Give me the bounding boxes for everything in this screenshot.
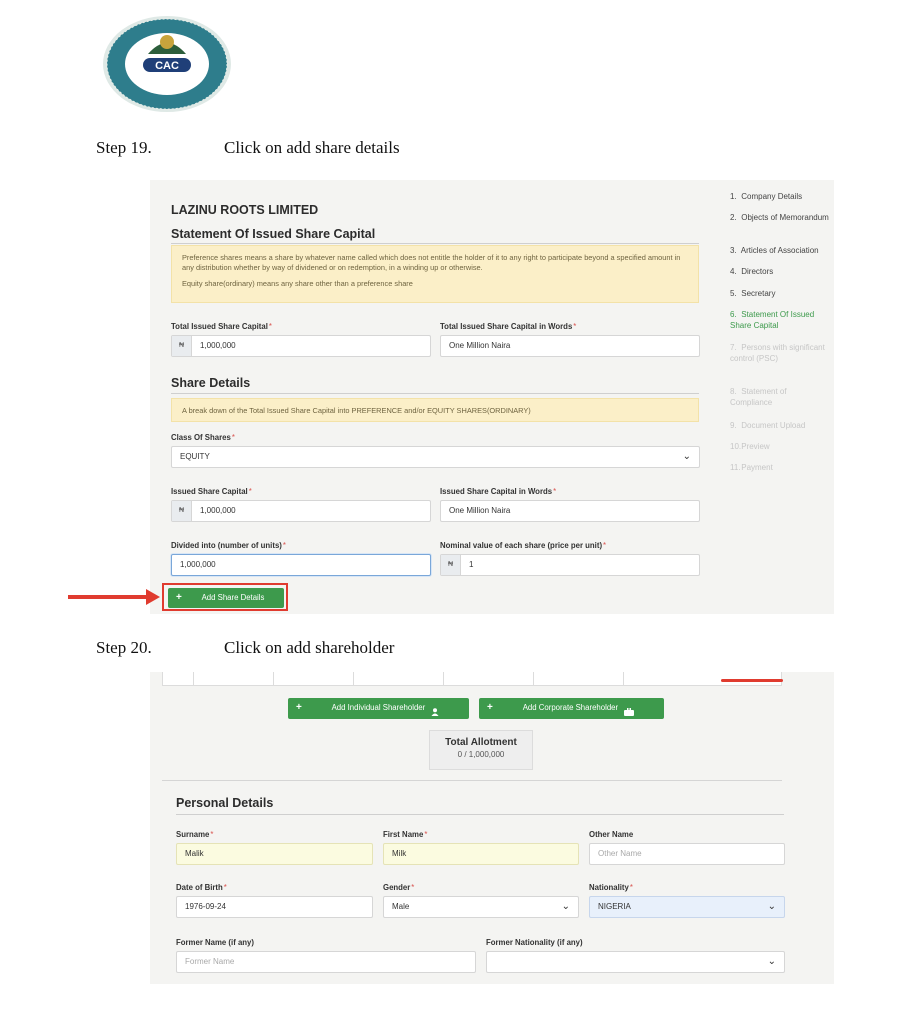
share-capital-form [160,188,710,608]
chevron-down-icon: ⌄ [561,901,570,912]
share-details-title: Share Details [171,376,251,390]
chevron-down-icon: ⌄ [682,451,691,462]
naira-addon: ₦ [172,501,192,521]
gender-select[interactable]: Male ⌄ [383,896,579,918]
sidebar-item-compliance[interactable]: 8. Statement of Compliance [730,387,787,407]
first-name-label: First Name* [383,830,428,839]
sidebar-item-preview[interactable]: 10. Preview [730,442,770,451]
divided-units-input[interactable]: 1,000,000 [171,554,431,576]
total-allotment-box [429,730,533,770]
add-individual-shareholder-button[interactable]: + Add Individual Shareholder [288,698,469,719]
sidebar-item-secretary[interactable]: 5. Secretary [730,289,776,298]
class-of-shares-label: Class Of Shares* [171,433,235,442]
plus-icon: + [296,702,302,713]
other-name-input[interactable]: Other Name [589,843,785,865]
notice-preference-text: Preference shares means a share by whatever name called which does not entitle the holder of it to any right to participate beyond a specified amount in any distribution whether by way of dividened or on redemption, in a winding up or otherwise. [182,253,681,272]
add-share-details-button[interactable]: + Add Share Details [168,588,284,608]
sidebar-item-company-details[interactable]: 1. Company Details [730,192,803,201]
total-words-label: Total Issued Share Capital in Words* [440,322,577,331]
nominal-value-input[interactable]: ₦ 1 [440,554,700,576]
class-of-shares-select[interactable]: EQUITY ⌄ [171,446,700,468]
sidebar-item-directors[interactable]: 4. Directors [730,267,774,276]
naira-addon: ₦ [441,555,461,575]
personal-details-divider [176,814,784,815]
chevron-down-icon: ⌄ [767,901,776,912]
share-details-divider [171,393,699,394]
sidebar-item-objects-of-memorandum[interactable]: 2. Objects of Memorandum [730,213,829,222]
table-fragment [162,672,782,686]
section-divider [162,780,782,781]
person-icon [431,704,439,712]
issued-words-input[interactable]: One Million Naira [440,500,700,522]
former-nationality-label: Former Nationality (if any) [486,938,583,947]
section-title: Statement Of Issued Share Capital [171,227,376,241]
nationality-select[interactable]: NIGERIA ⌄ [589,896,785,918]
total-issued-input[interactable]: ₦ 1,000,000 [171,335,431,357]
pointer-arrow-icon [68,587,162,607]
share-breakdown-notice: A break down of the Total Issued Share Capital into PREFERENCE and/or EQUITY SHARES(ORDINARY) [171,398,699,422]
total-words-input[interactable]: One Million Naira [440,335,700,357]
cac-logo [100,14,234,114]
surname-label: Surname* [176,830,214,839]
step-number: Step 19. [96,138,152,157]
dob-input[interactable]: 1976-09-24 [176,896,373,918]
delete-indicator [721,679,783,682]
former-nationality-select[interactable] [486,951,785,973]
former-name-input[interactable]: Former Name [176,951,476,973]
personal-details-title: Personal Details [176,796,274,810]
plus-icon: + [487,702,493,713]
sidebar-item-psc[interactable]: 7. Persons with significant control (PSC) [730,343,825,363]
briefcase-icon [624,704,634,712]
chevron-down-icon: ⌄ [767,956,776,967]
svg-text:CAC: CAC [155,60,179,72]
first-name-input[interactable]: Milk [383,843,579,865]
shareholder-screenshot [150,672,834,984]
sidebar-item-payment[interactable]: 11. Payment [730,463,773,472]
allotment-title: Total Allotment [445,737,517,748]
divided-units-label: Divided into (number of units)* [171,541,286,550]
sidebar-item-document-upload[interactable]: 9. Document Upload [730,421,806,430]
nominal-value-label: Nominal value of each share (price per unit)* [440,541,607,550]
section-divider [171,243,699,244]
dob-label: Date of Birth* [176,883,227,892]
gender-label: Gender* [383,883,415,892]
allotment-value: 0 / 1,000,000 [457,750,505,759]
naira-addon: ₦ [172,336,192,356]
sidebar-item-articles[interactable]: 3. Articles of Association [730,246,819,255]
plus-icon: + [176,592,182,603]
issued-capital-label: Issued Share Capital* [171,487,252,496]
step-instruction: Click on add share details [224,138,400,157]
issued-capital-input[interactable]: ₦ 1,000,000 [171,500,431,522]
share-capital-screenshot [150,180,834,614]
other-name-label: Other Name [589,830,634,839]
notice-equity-text: Equity share(ordinary) means any share other than a preference share [182,279,413,288]
total-issued-label: Total Issued Share Capital* [171,322,272,331]
step-number: Step 20. [96,638,152,657]
preference-notice [171,245,699,303]
step-instruction: Click on add shareholder [224,638,395,657]
issued-words-label: Issued Share Capital in Words* [440,487,557,496]
former-name-label: Former Name (if any) [176,938,254,947]
nationality-label: Nationality* [589,883,633,892]
company-name: LAZINU ROOTS LIMITED [171,203,319,217]
surname-input[interactable]: Malik [176,843,373,865]
sidebar-item-share-capital[interactable]: 6. Statement Of Issued Share Capital [730,310,815,330]
add-corporate-shareholder-button[interactable]: + Add Corporate Shareholder [479,698,664,719]
